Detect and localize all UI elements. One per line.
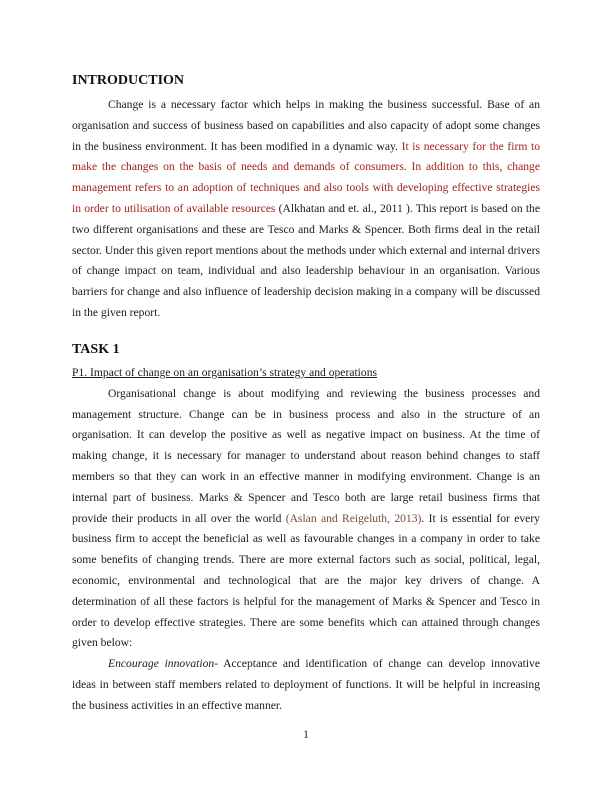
intro-highlighted-text: It is necessary for the firm to make the changes on the basis of needs and demands of consumers. In addition to this, change management refers to an adoption of techniques and also tools with developing effective strategies in order to utilisation of available resources bbox=[72, 139, 541, 215]
intro-text-1: Change is a necessary factor which helps in making the business successful. Base of an organisation and success of business based on capabilities and also capacity of adopt some changes in the business environment. It has been modified in a dynamic way. bbox=[72, 98, 540, 153]
introduction-paragraph bbox=[72, 95, 540, 324]
benefit-text: - Acceptance and identification of change can develop innovative ideas in between staff members related to deployment of functions. It will be helpful in increasing the business activities in an effective manner. bbox=[72, 657, 540, 712]
task1-paragraph-1 bbox=[72, 384, 540, 654]
task1-heading: TASK 1 bbox=[72, 341, 120, 357]
introduction-heading: INTRODUCTION bbox=[72, 73, 185, 88]
task1-paragraph-2 bbox=[72, 654, 540, 716]
task1-subheading: P1. Impact of change on an organisation’s strategy and operations bbox=[72, 365, 378, 379]
intro-text-2: (Alkhatan and et. al., 2011 ). This report is based on the two different organisations and these are Tesco and Marks & Spencer. Both firms deal in the retail sector. Under this given report mentions about the methods under which external and internal drivers of change impact on team, individual and also leadership behaviour in an organisation. Various barriers for change and also influence of leadership decision making in a company will be discussed in the given report. bbox=[72, 201, 541, 319]
page-number: 1 bbox=[303, 728, 309, 741]
citation: (Aslan and Reigeluth, 2013) bbox=[285, 511, 422, 525]
benefit-label: Encourage innovation bbox=[108, 657, 215, 671]
page-content bbox=[72, 66, 540, 717]
task1-text-1: Organisational change is about modifying and reviewing the business processes and management structure. Change can be in business process and also in the structure of an organisation. It can develop the positive as well as negative impact on business. At the time of making change, it is necessary for manager to understand about reason behind changes to staff members so that they can work in an effective manner in modifying environment. Change is an internal part of business. Marks & Spencer and Tesco both are large retail business firms that provide their products in all over the world bbox=[72, 386, 540, 525]
task1-text-2: . It is essential for every business firm to accept the beneficial as well as favourable changes in a company in order to take some benefits of changing trends. There are more external factors such as social, political, legal, economic, environmental and technological that are the major key drivers of change. A determination of all these factors is helpful for the management of Marks & Spencer and Tesco in order to develop effective strategies. There are some benefits which can attained through changes given below: bbox=[72, 511, 540, 650]
